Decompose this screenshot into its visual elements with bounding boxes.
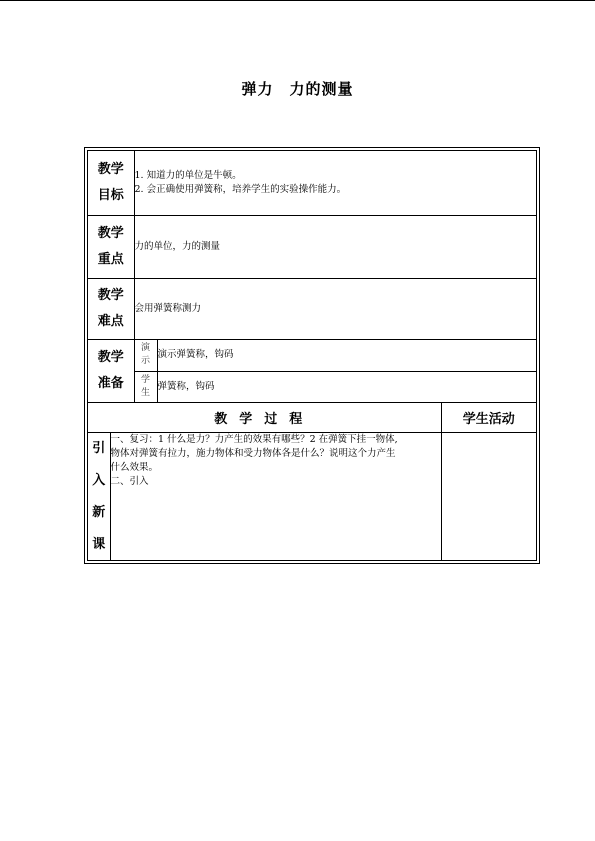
intro-label: 引 入 新 课 — [88, 432, 110, 561]
preparation-label: 教学 准备 — [88, 339, 134, 402]
demo-content: 演示弹簧称，钩码 — [157, 339, 536, 371]
intro-line-3: 什么效果。 — [110, 461, 159, 473]
row-difficulties — [88, 278, 536, 339]
student-content: 弹簧称，钩码 — [157, 371, 536, 402]
intro-line-2: 物体对弹簧有拉力，施力物体和受力物体各是什么？说明这个力产生 — [110, 447, 396, 459]
lesson-plan-table — [84, 147, 540, 564]
intro-content — [110, 432, 441, 561]
row-process-header — [88, 402, 536, 432]
row-preparation-demo — [88, 339, 536, 371]
intro-line-4: 二、引入 — [110, 475, 149, 487]
key-points-content: 力的单位，力的测量 — [134, 215, 536, 278]
activity-header: 学生活动 — [441, 402, 536, 432]
page-title: 弹力 力的测量 — [241, 80, 354, 98]
row-key-points — [88, 215, 536, 278]
difficulties-label: 教学 难点 — [88, 278, 134, 339]
row-intro — [88, 432, 536, 561]
difficulties-content: 会用弹簧称测力 — [134, 278, 536, 339]
goal-line-1: 1. 知道力的单位是牛顿。 — [134, 169, 242, 181]
process-header: 教学过程 — [88, 402, 441, 432]
key-points-label: 教学 重点 — [88, 215, 134, 278]
row-goals — [88, 151, 536, 215]
goals-content — [134, 151, 536, 215]
student-activity-cell — [441, 432, 536, 561]
student-sublabel: 学 生 — [134, 371, 157, 402]
row-preparation-student — [88, 371, 536, 402]
demo-sublabel: 演 示 — [134, 339, 157, 371]
page-top-rule — [0, 0, 595, 1]
goals-label: 教学 目标 — [88, 151, 134, 215]
goal-line-2: 2. 会正确使用弹簧称，培养学生的实验操作能力。 — [134, 183, 347, 195]
intro-line-1: 一、复习：1 什么是力？力产生的效果有哪些？2 在弹簧下挂一物体, — [110, 433, 398, 445]
